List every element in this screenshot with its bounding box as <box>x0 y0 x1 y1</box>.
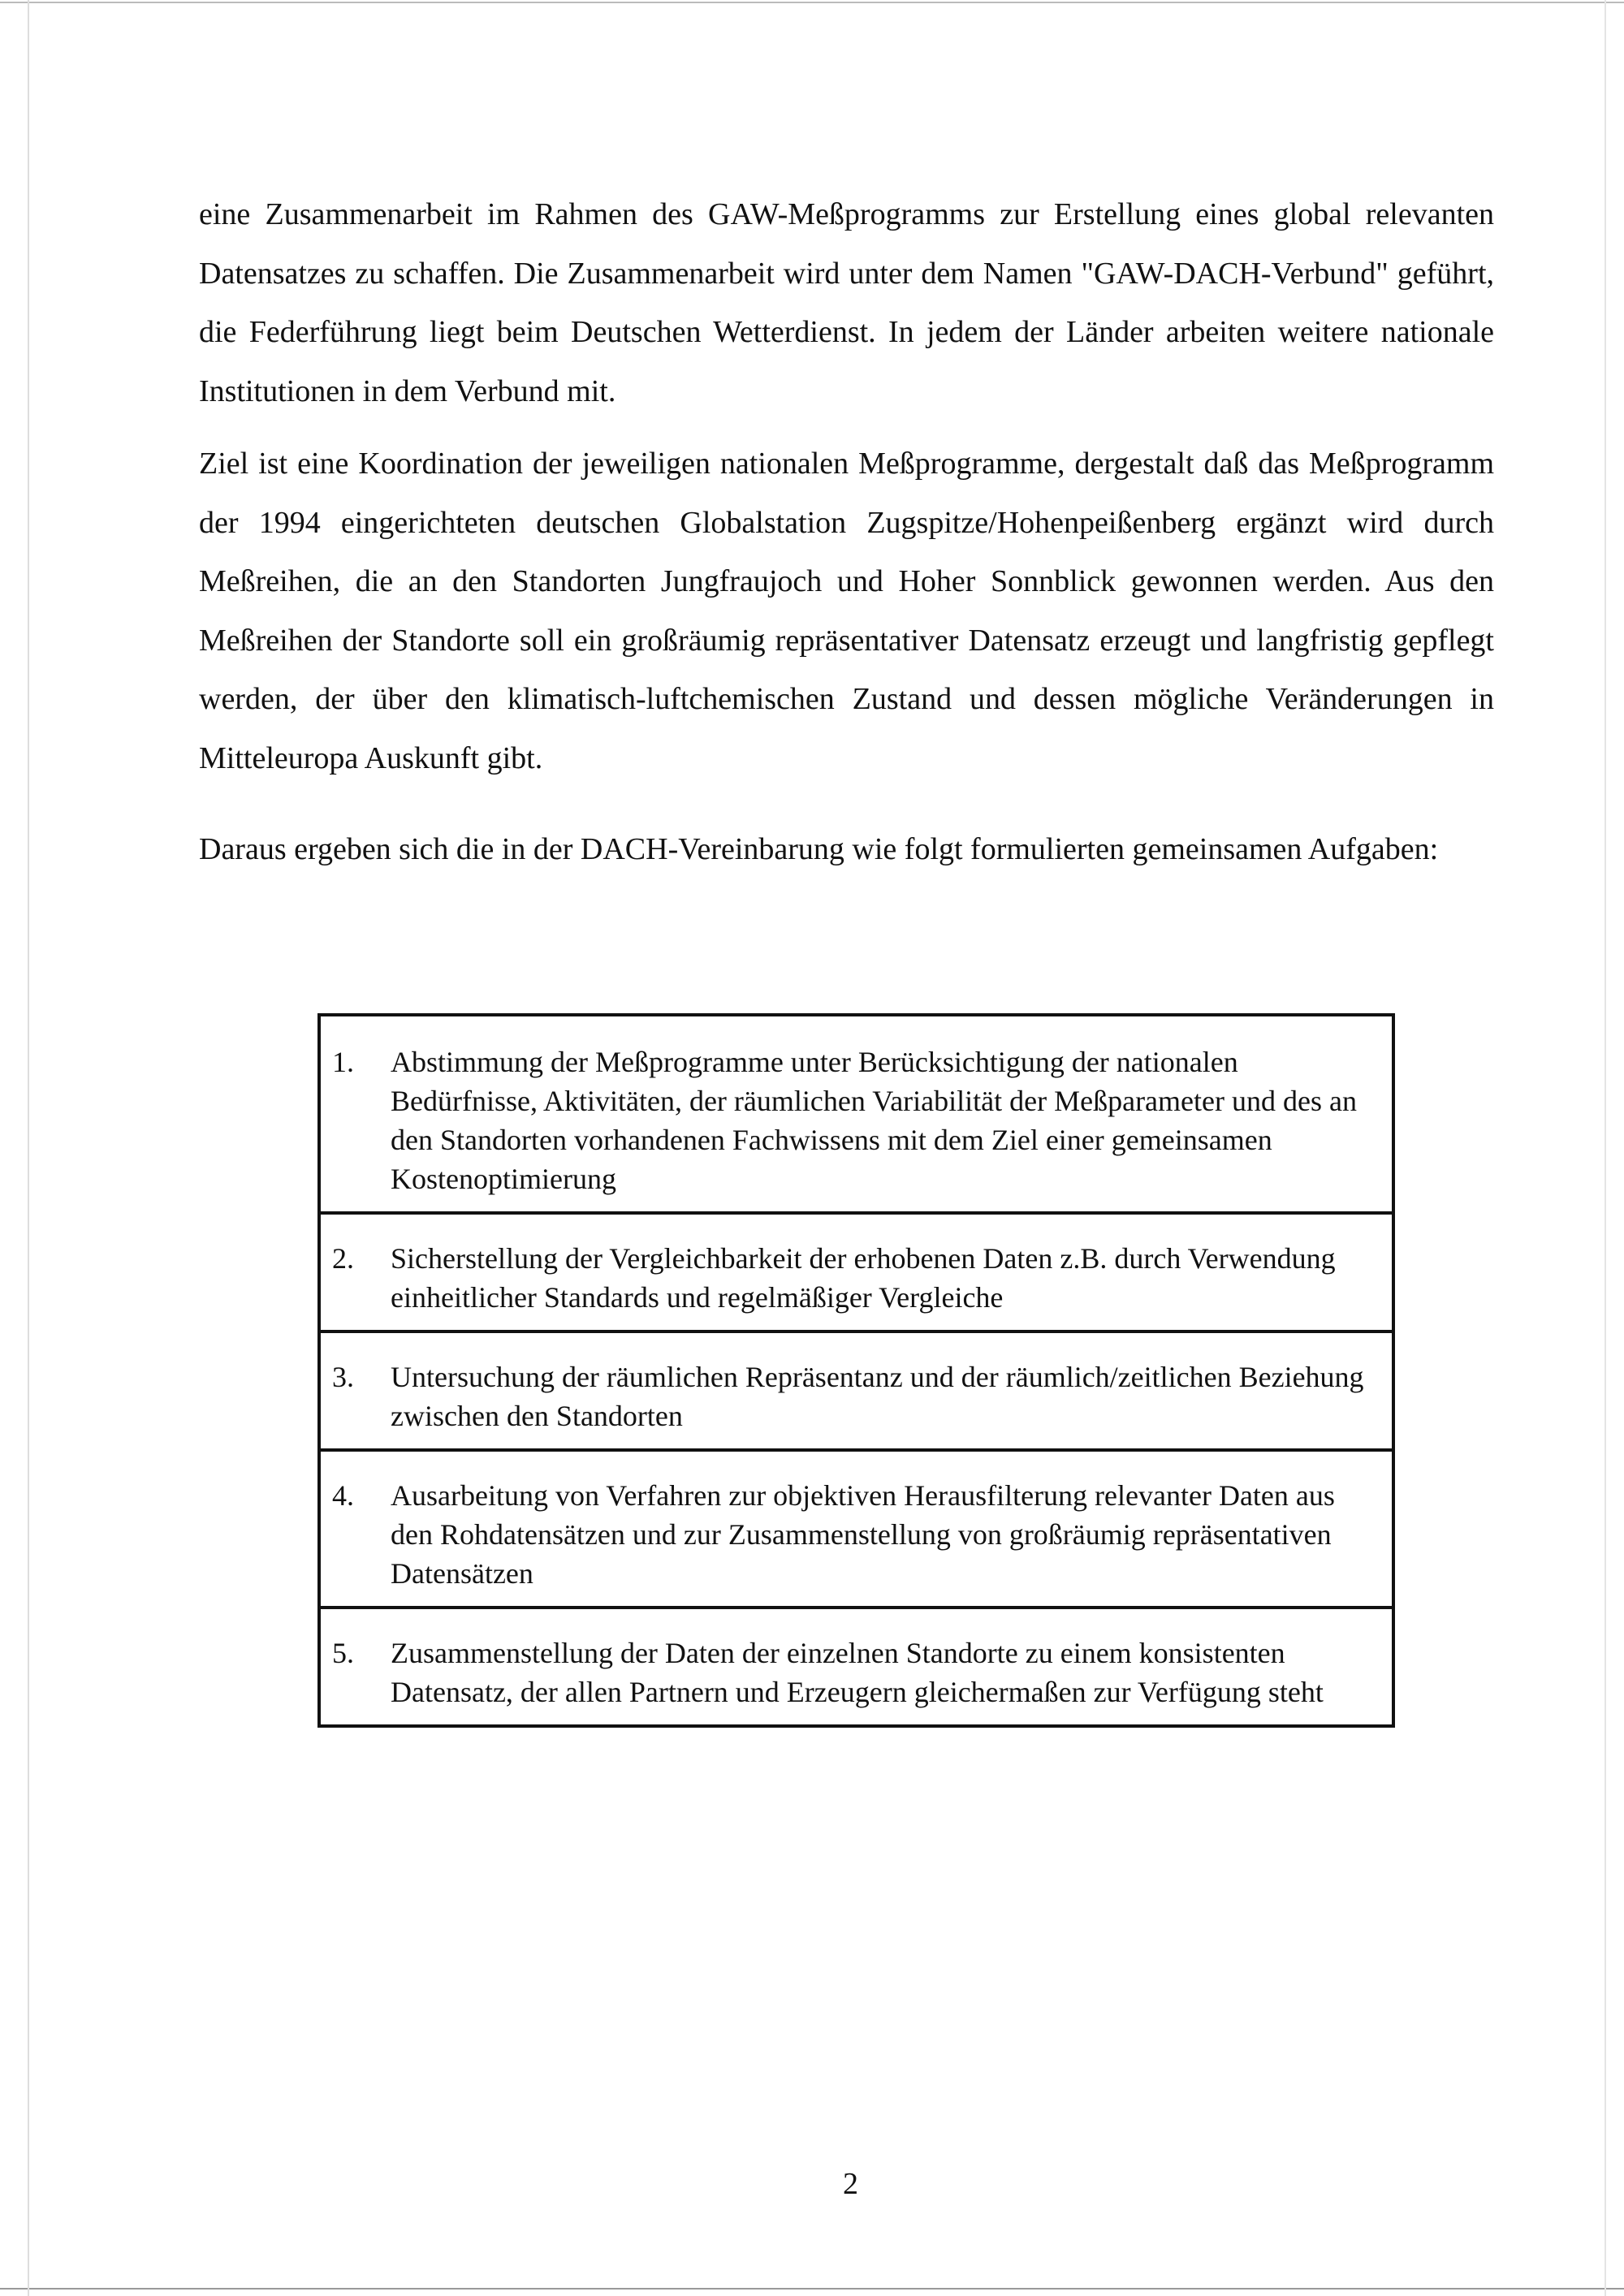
paragraph-tasks-intro: Daraus ergeben sich die in der DACH-Vereinbarung wie folgt formulierten gemeinsamen Aufgaben: <box>199 832 1439 866</box>
task-number: 3. <box>332 1361 354 1393</box>
task-number: 4. <box>332 1479 354 1512</box>
task-number: 2. <box>332 1242 354 1275</box>
tasks-table <box>317 1013 1395 1728</box>
scan-edge-bottom <box>0 2288 1624 2290</box>
page-number: 2 <box>843 2167 858 2201</box>
task-text: Sicherstellung der Vergleichbarkeit der erhobenen Daten z.B. durch Verwendung einheitlicher Standards und regelmäßiger Vergleiche <box>391 1242 1336 1314</box>
scan-edge-top <box>0 2 1624 3</box>
task-row <box>321 1211 1392 1330</box>
scan-edge-left <box>28 0 29 2296</box>
task-text: Ausarbeitung von Verfahren zur objektiven Herausfilterung relevanter Daten aus den Rohdatensätzen und zur Zusammenstellung von großräumig repräsentativen Datensätzen <box>391 1479 1335 1590</box>
task-number: 1. <box>332 1046 354 1078</box>
task-row <box>321 1606 1392 1724</box>
task-text: Abstimmung der Meßprogramme unter Berücksichtigung der nationalen Bedürfnisse, Aktivitäten, der räumlichen Variabilität der Meßparameter und des an den Standorten vorhandenen Fachwissens mit dem Ziel einer gemeinsamen Kostenoptimierung <box>391 1046 1357 1195</box>
task-number: 5. <box>332 1637 354 1669</box>
task-row <box>321 1016 1392 1211</box>
task-text: Zusammenstellung der Daten der einzelnen Standorte zu einem konsistenten Datensatz, der allen Partnern und Erzeugern gleichermaßen zur Verfügung steht <box>391 1637 1324 1708</box>
task-text: Untersuchung der räumlichen Repräsentanz und der räumlich/zeitlichen Beziehung zwischen den Standorten <box>391 1361 1364 1432</box>
scan-edge-right <box>1605 0 1606 2296</box>
paragraph-goal: Ziel ist eine Koordination der jeweiligen nationalen Meßprogramme, dergestalt daß das Meßprogramm der 1994 eingerichteten deutschen Globalstation Zugspitze/Hohenpeißenberg ergänzt wird durch Meßreihen, die an den Standorten Jungfraujoch und Hoher Sonnblick gewonnen werden. Aus den Meßreihen der Standorte soll ein großräumig repräsentativer Datensatz erzeugt und langfristig gepflegt werden, der über den klimatisch-luftchemischen Zustand und dessen mögliche Veränderungen in Mitteleuropa Auskunft gibt. <box>199 447 1494 775</box>
task-row <box>321 1448 1392 1606</box>
task-row <box>321 1330 1392 1448</box>
paragraph-cooperation: eine Zusammenarbeit im Rahmen des GAW-Meßprogramms zur Erstellung eines global relevanten Datensatzes zu schaffen. Die Zusammenarbeit wird unter dem Namen "GAW-DACH-Verbund" geführt, die Federführung liegt beim Deutschen Wetterdienst. In jedem der Länder arbeiten weitere nationale Institutionen in dem Verbund mit. <box>199 197 1494 408</box>
